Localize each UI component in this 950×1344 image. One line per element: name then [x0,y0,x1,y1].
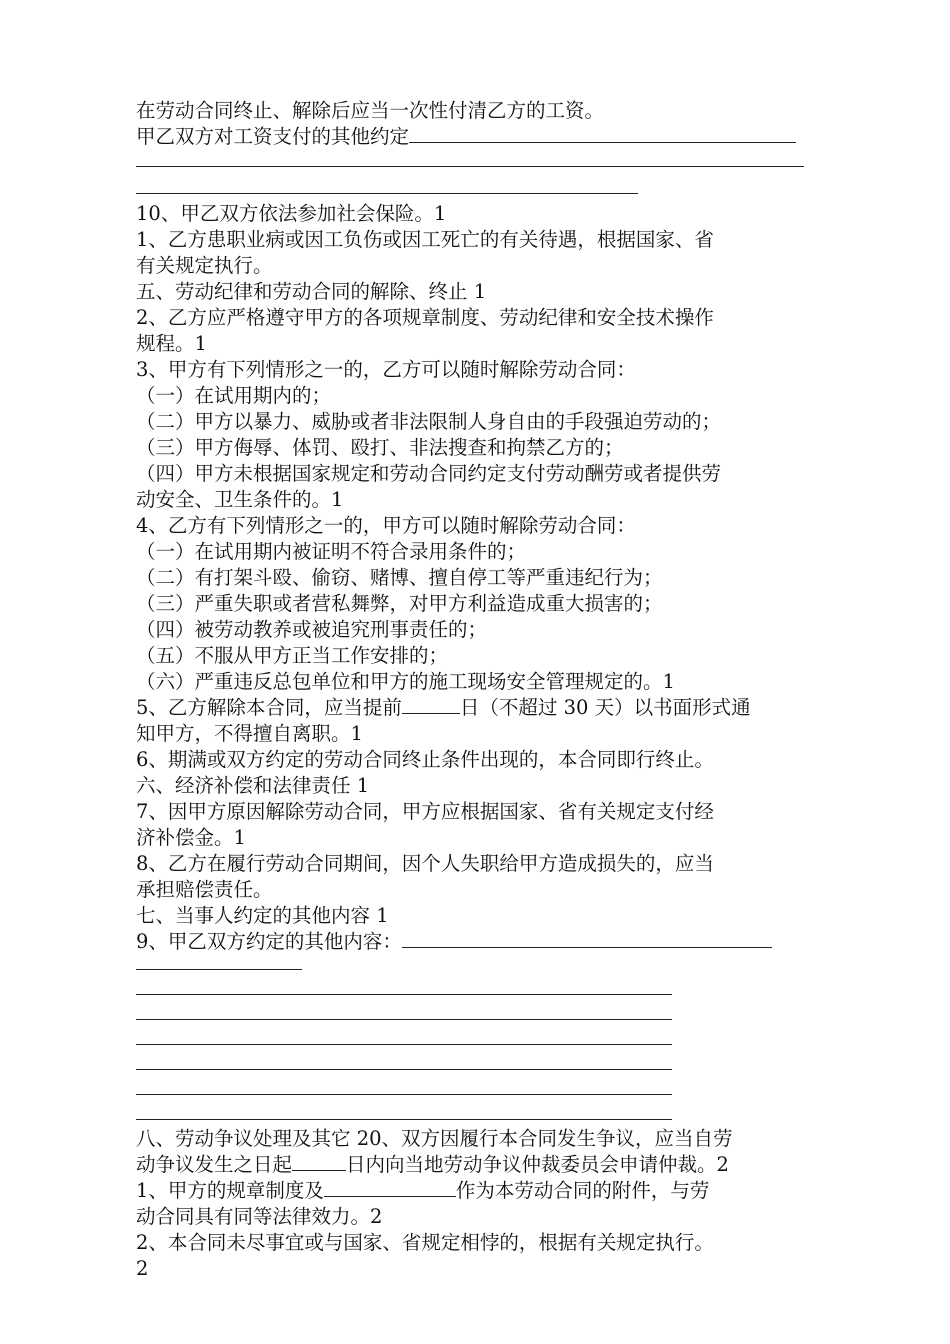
text-line: 动安全、卫生条件的。1 [136,488,344,511]
list-item: （四）甲方未根据国家规定和劳动合同约定支付劳动酬劳或者提供劳 [136,462,722,485]
text-line: 在劳动合同终止、解除后应当一次性付清乙方的工资。 [136,99,605,122]
text-line: 动争议发生之日起 [136,1153,293,1176]
list-item: （二）甲方以暴力、威胁或者非法限制人身自由的手段强迫劳动的； [136,410,722,433]
text-line: 日内向当地劳动争议仲裁委员会申请仲裁。2 [346,1153,729,1176]
blank-line[interactable] [136,1019,672,1020]
text-line: 2 [136,1257,149,1280]
blank-line[interactable] [136,193,638,194]
text-line: 9、甲乙双方约定的其他内容： [136,930,402,953]
section-heading: 五、劳动纪律和劳动合同的解除、终止 1 [136,280,487,303]
text-line: 1、甲方的规章制度及 [136,1179,324,1202]
text-line: 5、乙方解除本合同，应当提前 [136,696,402,719]
text-line: 知甲方，不得擅自离职。1 [136,722,363,745]
text-line: 规程。1 [136,332,207,355]
blank-line[interactable] [136,1044,672,1045]
text-line: 日（不超过 30 天）以书面形式通 [459,696,751,719]
blank-line[interactable] [136,994,672,995]
text-line: 1、乙方患职业病或因工负伤或因工死亡的有关待遇，根据国家、省 [136,228,714,251]
text-line: 2、乙方应严格遵守甲方的各项规章制度、劳动纪律和安全技术操作 [136,306,714,329]
text-line: 4、乙方有下列情形之一的，甲方可以随时解除劳动合同： [136,514,636,537]
blank-line[interactable] [136,1119,672,1120]
text-line: 8、乙方在履行劳动合同期间，因个人失职给甲方造成损失的，应当 [136,852,714,875]
blank-field[interactable] [324,1178,456,1197]
list-item: （四）被劳动教养或被追究刑事责任的； [136,618,488,641]
blank-line[interactable] [136,1094,672,1095]
blank-field[interactable] [402,929,772,948]
text-line: 3、甲方有下列情形之一的，乙方可以随时解除劳动合同： [136,358,636,381]
text-line: 10、甲乙双方依法参加社会保险。1 [136,202,447,225]
list-item: （一）在试用期内的； [136,384,332,407]
blank-field[interactable] [402,695,460,714]
list-item: （五）不服从甲方正当工作安排的； [136,644,449,667]
list-item: （一）在试用期内被证明不符合录用条件的； [136,540,527,563]
list-item: （三）严重失职或者营私舞弊，对甲方利益造成重大损害的； [136,592,663,615]
section-heading: 八、劳动争议处理及其它 20、双方因履行本合同发生争议，应当自劳 [136,1127,733,1150]
blank-line[interactable] [136,166,804,167]
blank-line[interactable] [136,969,302,970]
list-item: （二）有打架斗殴、偷窃、赌博、擅自停工等严重违纪行为； [136,566,663,589]
document-page [136,98,816,1282]
arbitration-line [136,1152,816,1178]
list-item: （六）严重违反总包单位和甲方的施工现场安全管理规定的。1 [136,670,675,693]
section-heading: 六、经济补偿和法律责任 1 [136,774,370,797]
text-line: 承担赔偿责任。 [136,878,273,901]
wage-other-agreement-line [136,124,816,150]
list-item: （三）甲方侮辱、体罚、殴打、非法搜查和拘禁乙方的； [136,436,624,459]
text-line: 7、因甲方原因解除劳动合同，甲方应根据国家、省有关规定支付经 [136,800,714,823]
blank-field[interactable] [292,1152,346,1171]
blank-field[interactable] [409,124,796,143]
text-line: 2、本合同未尽事宜或与国家、省规定相悖的，根据有关规定执行。 [136,1231,714,1254]
section-heading: 七、当事人约定的其他内容 1 [136,904,389,927]
text-line: 作为本劳动合同的附件，与劳 [455,1179,710,1202]
blank-line[interactable] [136,1069,672,1070]
text-line: 6、期满或双方约定的劳动合同终止条件出现的，本合同即行终止。 [136,748,714,771]
text-line: 甲乙双方对工资支付的其他约定 [136,125,410,148]
other-agreement-line [136,929,816,955]
text-line: 济补偿金。1 [136,826,246,849]
regulations-line [136,1178,816,1204]
text-line: 有关规定执行。 [136,254,273,277]
notice-period-line [136,695,816,721]
text-line: 动合同具有同等法律效力。2 [136,1205,383,1228]
